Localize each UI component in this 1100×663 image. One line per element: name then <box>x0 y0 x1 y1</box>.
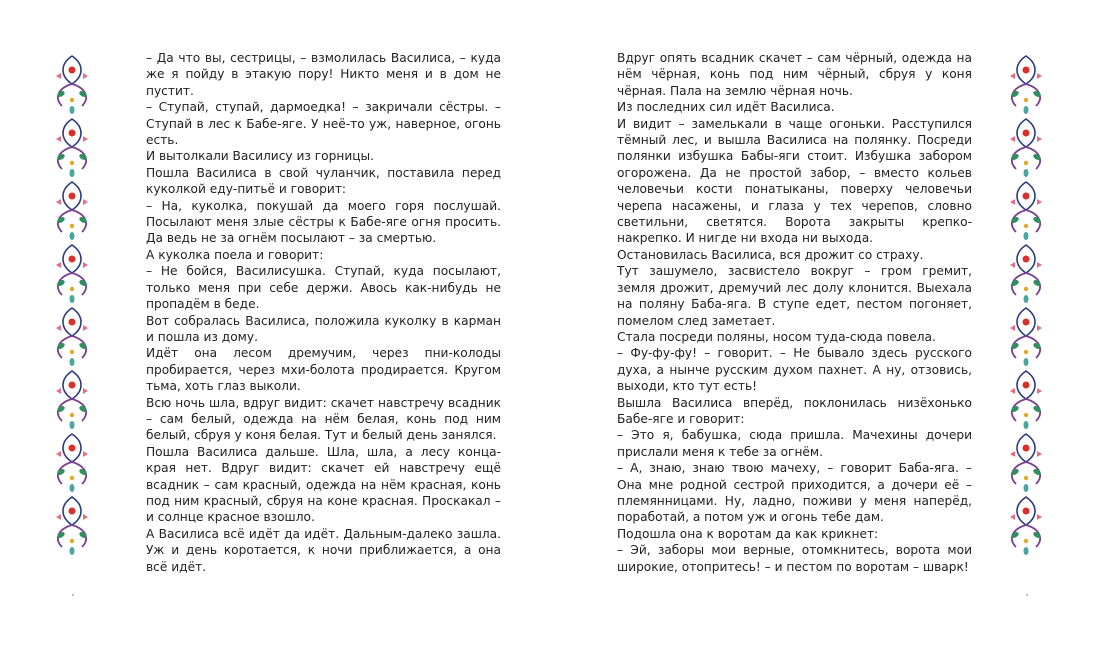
right-paragraph: – Фу-фу-фу! – говорит. – Не бывало здесь русского духа, а нынче русским духом пахнет. А ну, отзовись, выходи, кто тут есть! <box>617 346 972 394</box>
floral-border-svg <box>52 54 92 559</box>
left-paragraph: – Ступай, ступай, дармоедка! – закричали сёстры. – Ступай в лес к Бабе-яге. У неё-то уж, наверное, огонь есть. <box>146 100 501 148</box>
left-paragraph: А Василиса всё идёт да идёт. Дальным-далеко зашла. Уж и день коротается, к ночи приближается, а она всё идёт. <box>146 526 501 574</box>
right-paragraph: Остановилась Василиса, вся дрожит со страху. <box>617 247 924 262</box>
left-paragraph: А куколка поела и говорит: <box>146 247 324 262</box>
left-paragraph: Пошла Василиса в свой чуланчик, поставила перед куколкой еду-питьё и говорит: <box>146 165 501 197</box>
right-paragraph: – Это я, бабушка, сюда пришла. Мачехины дочери прислали меня к тебе за огнём. <box>617 428 972 459</box>
floral-border-svg <box>1006 54 1046 559</box>
left-floral-border-icon <box>52 54 92 559</box>
page-corner-mark <box>72 594 74 596</box>
left-paragraph: И вытолкали Василису из горницы. <box>146 149 375 164</box>
right-paragraph: И видит – замелькали в чаще огоньки. Расступился тёмный лес, и вышла Василиса на полянку. Посреди полянки избушка Бабы-яги стоит. Избушка забором огорожена. Да не простой забор, – вместо кольев человечьи кости понатыканы, поверху человечьи черепа насажены, и глаза у тех черепов, словно светильни, светятся. Ворота закрыты крепко-накрепко. И нигде ни входа ни выхода. <box>617 116 972 246</box>
right-paragraph: Стала посреди поляны, носом туда-сюда повела. <box>617 329 936 344</box>
right-floral-border-icon <box>1006 54 1046 559</box>
left-paragraph: Пошла Василиса дальше. Шла, шла, а лесу конца-края нет. Вдруг видит: скачет ей навстречу ещё всадник – сам красный, одежда на нём красная, конь под ним красный, сбруя на коне красная. Проскакал – и солнце красное взошло. <box>146 444 501 525</box>
right-paragraph: Из последних сил идёт Василиса. <box>617 100 835 115</box>
right-paragraph: Вдруг опять всадник скачет – сам чёрный, одежда на нём чёрная, конь под ним чёрный, сбруя у коня чёрная. Пала на землю чёрная ночь. <box>617 51 972 98</box>
right-paragraph: Тут зашумело, засвистело вокруг – гром гремит, земля дрожит, дремучий лес долу клонится. Выехала на поляну Баба-яга. В ступе едет, пестом погоняет, помелом след заметает. <box>617 264 972 328</box>
right-paragraph: – Эй, заборы мои верные, отомкнитесь, ворота мои широкие, отопритесь! – и пестом по воротам – шварк! <box>617 543 972 574</box>
right-paragraph: – А, знаю, знаю твою мачеху, – говорит Баба-яга. – Она мне родной сестрой приходится, а дочери её – племянницами. Ну, ладно, поживи у меня наперёд, поработай, а потом уж и огонь тебе дам. <box>617 461 972 525</box>
left-paragraph: – Не бойся, Василисушка. Ступай, куда посылают, только меня при себе держи. Авось как-нибудь не пропадём в беде. <box>146 264 501 312</box>
left-paragraph: – На, куколка, покушай да моего горя послушай. Посылают меня злые сёстры к Бабе-яге огня просить. Да ведь не за огнём посылают – за смертью. <box>146 198 501 246</box>
right-page-text <box>617 50 972 575</box>
right-paragraph: Вышла Василиса вперёд, поклонилась низёхонько Бабе-яге и говорит: <box>617 395 972 426</box>
left-paragraph: – Да что вы, сестрицы, – взмолилась Василиса, – куда же я пойду в этакую пору! Никто меня и в дом не пустит. <box>146 51 501 98</box>
page-corner-mark <box>1026 594 1028 596</box>
left-page-text <box>146 50 501 575</box>
right-paragraph: Подошла она к воротам да как крикнет: <box>617 526 879 541</box>
left-paragraph: Идёт она лесом дремучим, через пни-колоды пробирается, через мхи-болота продирается. Кругом тьма, хоть глаз выколи. <box>146 346 501 394</box>
left-paragraph: Вот собралась Василиса, положила куколку в карман и пошла из дому. <box>146 313 501 344</box>
left-paragraph: Всю ночь шла, вдруг видит: скачет навстречу всадник – сам белый, одежда на нём белая, конь под ним белый, сбруя у коня белая. Тут и белый день занялся. <box>146 395 501 443</box>
